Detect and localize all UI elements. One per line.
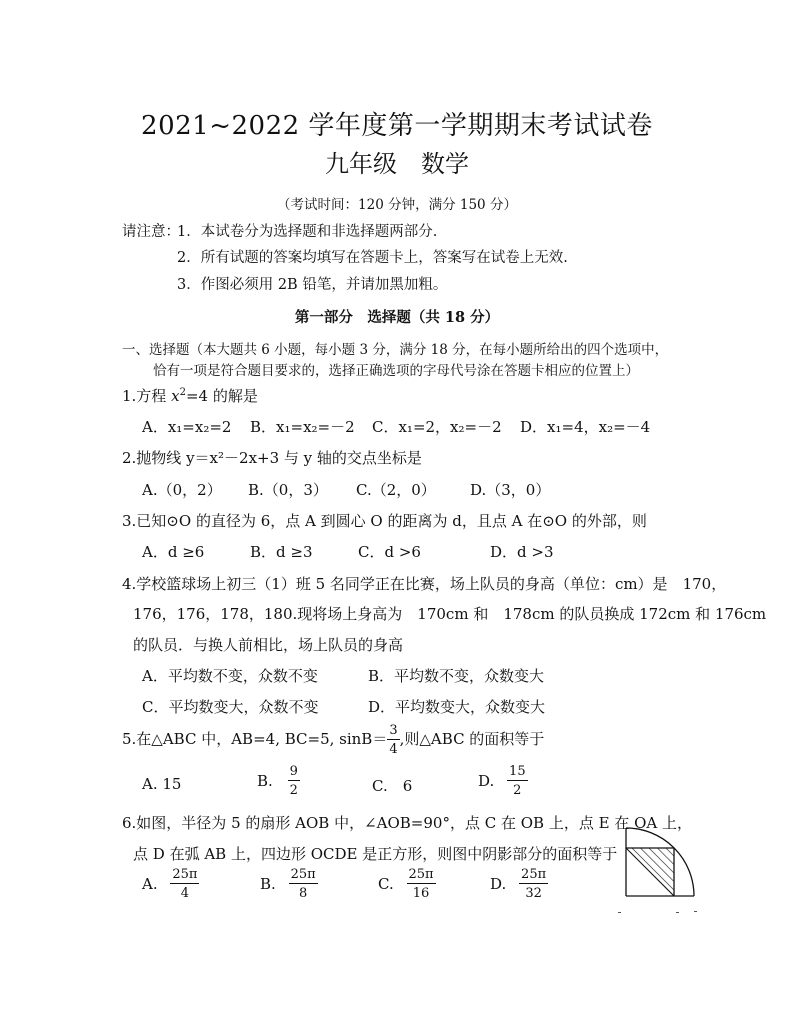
question-6-line1: 6.如图，半径为 5 的扇形 AOB 中，∠AOB=90°，点 C 在 OB 上，点 E 在 OA 上， [122, 814, 692, 832]
note-item-2: 2．所有试题的答案均填写在答题卡上，答案写在试卷上无效. [177, 250, 568, 266]
part1-title: 第一部分 选择题（共 18 分） [294, 309, 500, 326]
q4-option-a[interactable]: A．平均数不变，众数不变 [142, 667, 318, 685]
question-3: 3.已知⊙O 的直径为 6，点 A 到圆心 O 的距离为 d，且点 A 在⊙O 的外部，则 [122, 512, 647, 530]
q4-option-c[interactable]: C．平均数变大，众数不变 [142, 698, 319, 716]
figure-mark [694, 911, 697, 912]
q5-prefix: 5.在△ABC 中，AB=4, BC=5, sinB＝ [122, 730, 388, 748]
q4-option-d[interactable]: D．平均数变大，众数变大 [368, 698, 546, 716]
q4-option-b[interactable]: B．平均数不变，众数变大 [368, 667, 545, 685]
question-2: 2.抛物线 y＝x²－2x+3 与 y 轴的交点坐标是 [122, 449, 422, 467]
q1-option-a[interactable]: A．x₁=x₂=2 [142, 418, 232, 436]
question-4-line1: 4.学校篮球场上初三（1）班 5 名同学正在比赛，场上队员的身高（单位：cm）是 170， [122, 575, 727, 593]
section1-instructions-line1: 一、选择题（本大题共 6 小题，每小题 3 分，满分 18 分，在每小题所给出的四个选项中， [122, 342, 669, 358]
figure-mark [676, 912, 679, 913]
q6-option-b-fraction: $\frac{25\pi}{8}$ [290, 867, 316, 901]
q3-option-b[interactable]: B．d ≥3 [250, 543, 313, 561]
q6-option-d[interactable]: D. $\frac{25\pi}{32}$ [490, 867, 547, 901]
q5-option-d-fraction: $\frac{15}{2}$ [509, 764, 526, 798]
q1-option-c[interactable]: C．x₁=2，x₂=－2 [372, 418, 502, 436]
q6-option-a[interactable]: A. $\frac{25\pi}{4}$ [142, 867, 198, 901]
question-6-line2: 点 D 在弧 AB 上，四边形 OCDE 是正方形，则图中阴影部分的面积等于 [133, 845, 618, 863]
q1-option-b[interactable]: B．x₁=x₂=－2 [250, 418, 355, 436]
q5-sinb-fraction: $\frac{3}{4}$ [389, 723, 398, 757]
question-4-line2: 176，176，178，180.现将场上身高为 170cm 和 178cm 的队员换成 172cm 和 176cm [133, 605, 767, 623]
exam-info: （考试时间：120 分钟，满分 150 分） [277, 197, 517, 213]
figure-mark [618, 912, 621, 913]
q6-option-c[interactable]: C. $\frac{25\pi}{16}$ [378, 867, 434, 901]
q2-option-d[interactable]: D.（3，0） [470, 481, 551, 499]
q1-option-d[interactable]: D．x₁=4，x₂=－4 [520, 418, 651, 436]
q5-suffix: ,则△ABC 的面积等于 [399, 730, 545, 748]
question-5 [122, 724, 544, 756]
q2-option-a[interactable]: A.（0，2） [142, 481, 222, 499]
q5-option-d[interactable]: D. $\frac{15}{2}$ [478, 764, 526, 798]
note-item-3: 3．作图必须用 2B 铅笔，并请加黑加粗。 [177, 277, 448, 293]
section1-instructions-line2: 恰有一项是符合题目要求的，选择正确选项的字母代号涂在答题卡相应的位置上） [153, 363, 639, 379]
q1-suffix: =4 的解是 [185, 387, 258, 405]
q6-option-d-fraction: $\frac{25\pi}{32}$ [521, 867, 547, 901]
question-4-line3: 的队员．与换人前相比，场上队员的身高 [133, 636, 404, 654]
q5-option-c[interactable]: C. 6 [372, 777, 413, 795]
q6-sector-figure [614, 822, 700, 902]
q5-option-b-fraction: $\frac{9}{2}$ [289, 764, 298, 798]
exam-subtitle: 九年级 数学 [325, 150, 469, 178]
q3-option-c[interactable]: C．d >6 [358, 543, 421, 561]
q5-option-a[interactable]: A. 15 [142, 775, 182, 793]
q3-option-a[interactable]: A．d ≥6 [142, 543, 205, 561]
q6-option-c-fraction: $\frac{25\pi}{16}$ [408, 867, 434, 901]
exam-title: 2021~2022 学年度第一学期期末考试试卷 [141, 111, 653, 141]
q6-option-b[interactable]: B. $\frac{25\pi}{8}$ [260, 867, 316, 901]
q6-option-a-fraction: $\frac{25\pi}{4}$ [172, 867, 198, 901]
q3-option-d[interactable]: D．d >3 [490, 543, 554, 561]
q1-prefix: 1.方程 [122, 387, 172, 405]
question-1 [122, 385, 258, 406]
q1-var: x [171, 387, 180, 405]
q2-option-b[interactable]: B.（0，3） [248, 481, 328, 499]
q5-option-b[interactable]: B. $\frac{9}{2}$ [257, 764, 298, 798]
note-item-1: 1．本试卷分为选择题和非选择题两部分. [177, 224, 438, 240]
notes-prefix: 请注意： [122, 224, 180, 240]
q2-option-c[interactable]: C.（2，0） [356, 481, 436, 499]
q1-sup: 2 [179, 387, 186, 398]
